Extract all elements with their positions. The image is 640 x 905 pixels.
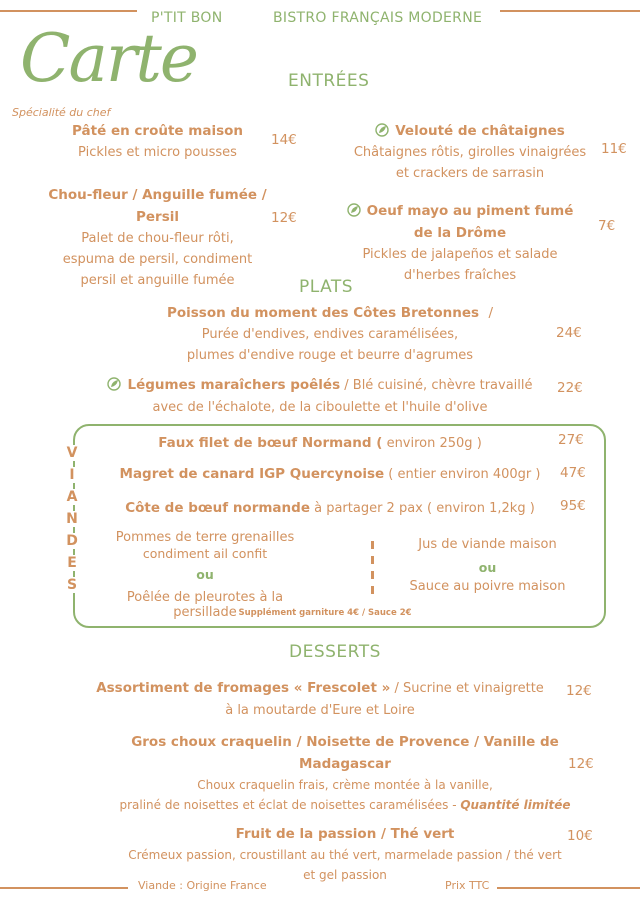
chef-special-note: Spécialité du chef xyxy=(12,106,111,119)
viandes-letter: E xyxy=(62,555,82,571)
dish-price: 10€ xyxy=(567,828,593,844)
brand-name: P'TIT BON xyxy=(151,10,223,26)
entree-oeuf-mayo xyxy=(330,200,590,286)
viandes-letter: A xyxy=(62,489,82,505)
sauce-option: Sauce au poivre maison xyxy=(409,579,566,594)
dish-description: Purée d'endives, endives caramélisées, xyxy=(201,327,459,342)
divider-bar xyxy=(371,541,374,549)
dish-description: et gel passion xyxy=(303,868,387,882)
divider-bar xyxy=(371,556,374,564)
leaf-icon xyxy=(347,203,361,217)
footer-rule-left xyxy=(0,887,128,889)
viandes-letter: D xyxy=(62,533,82,549)
dish-price: 95€ xyxy=(560,498,586,514)
viande-cote-boeuf xyxy=(100,496,560,520)
dish-price: 12€ xyxy=(566,683,592,699)
dish-price: 27€ xyxy=(558,432,584,448)
dish-title: Fruit de la passion / Thé vert xyxy=(235,826,455,842)
dish-title: Magret de canard IGP Quercynoise xyxy=(119,466,385,482)
dish-description: d'herbes fraîches xyxy=(403,268,517,283)
dish-description: avec de l'échalote, de la ciboulette et l'huile d'olive xyxy=(152,400,488,415)
dish-description: Châtaignes rôtis, girolles vinaigrées xyxy=(353,145,587,160)
dish-price: 24€ xyxy=(556,325,582,341)
dish-description: espuma de persil, condiment xyxy=(62,252,253,267)
dish-title: Pâté en croûte maison xyxy=(72,123,243,139)
dish-description-row xyxy=(100,795,590,815)
dish-description: Pickles de jalapeños et salade xyxy=(362,247,558,262)
dish-price: 12€ xyxy=(271,210,297,226)
dish-title-row xyxy=(330,200,590,222)
dish-title: de la Drôme xyxy=(413,225,507,241)
dish-title: Oeuf mayo au piment fumé xyxy=(366,203,574,219)
dish-title: Faux filet de bœuf Normand ( xyxy=(158,435,383,451)
dish-detail: environ 250g ) xyxy=(382,436,482,451)
sauce-or: ou xyxy=(478,560,497,575)
dish-title: Gros choux craquelin / Noisette de Provence / Vanille de xyxy=(131,734,559,750)
dish-detail: ( entier environ 400gr ) xyxy=(384,467,541,482)
garnish-option: Poêlée de pleurotes à la persillade xyxy=(126,590,284,620)
dish-description: Palet de chou-fleur rôti, xyxy=(81,231,234,246)
garnish-left xyxy=(95,530,315,620)
section-plats: PLATS xyxy=(299,277,354,297)
dish-title: Persil xyxy=(136,209,179,225)
dish-description: Pickles et micro pousses xyxy=(78,145,237,160)
dish-price: 11€ xyxy=(601,141,627,157)
dish-price: 7€ xyxy=(598,218,616,234)
viandes-letter: S xyxy=(62,577,82,593)
header-rule-left xyxy=(0,10,137,12)
supplement-note: Supplément garniture 4€ / Sauce 2€ xyxy=(238,608,412,618)
dish-separator: / xyxy=(488,305,494,321)
dish-description: et crackers de sarrasin xyxy=(395,166,545,181)
viandes-letter: V xyxy=(62,445,82,461)
dish-description: Choux craquelin frais, crème montée à la vanille, xyxy=(197,778,493,792)
section-desserts: DESSERTS xyxy=(289,642,381,662)
limited-quantity-note: Quantité limitée xyxy=(460,798,571,812)
dish-description: persil et anguille fumée xyxy=(80,273,235,288)
viande-faux-filet xyxy=(100,431,540,455)
leaf-icon xyxy=(375,123,389,137)
dish-price: 22€ xyxy=(557,380,583,396)
viande-magret xyxy=(100,462,560,486)
dish-price: 47€ xyxy=(560,465,586,481)
dessert-choux xyxy=(100,731,590,815)
sauce-option: Jus de viande maison xyxy=(418,537,557,552)
dish-description: / Blé cuisiné, chèvre travaillé xyxy=(344,378,533,393)
dish-price: 14€ xyxy=(271,132,297,148)
plat-legumes xyxy=(85,374,555,418)
prices-note: Prix TTC xyxy=(445,879,490,892)
plat-poisson xyxy=(140,302,520,366)
leaf-icon xyxy=(107,377,121,391)
dish-description: plumes d'endive rouge et beurre d'agrumes xyxy=(186,348,474,363)
entree-chou-fleur xyxy=(40,184,275,291)
dish-price: 12€ xyxy=(568,756,594,772)
dish-title: Côte de bœuf normande xyxy=(125,500,310,516)
entree-veloute xyxy=(340,120,600,184)
dish-description: Crémeux passion, croustillant au thé vert, marmelade passion / thé vert xyxy=(128,848,562,862)
dish-title-row xyxy=(140,302,520,324)
viandes-letter: I xyxy=(62,467,82,483)
dessert-fromages xyxy=(85,677,555,721)
dish-title: Chou-fleur / Anguille fumée / xyxy=(48,187,267,203)
entree-pate xyxy=(40,120,275,163)
brand-tagline: BISTRO FRANÇAIS MODERNE xyxy=(273,10,483,26)
garnish-option: condiment ail confit xyxy=(142,546,268,561)
dessert-passion xyxy=(105,823,585,885)
carte-logo: Carte xyxy=(20,20,197,97)
divider-bar xyxy=(371,586,374,594)
dish-title-row xyxy=(85,677,555,700)
header-rule-right xyxy=(500,10,640,12)
garnish-option: Pommes de terre grenailles xyxy=(115,530,295,545)
dish-title: Légumes maraîchers poêlés xyxy=(127,377,341,393)
dish-title-row xyxy=(85,374,555,397)
dish-title: Assortiment de fromages « Frescolet » xyxy=(96,680,391,696)
sauce-options xyxy=(390,537,585,594)
dish-description: à la moutarde d'Eure et Loire xyxy=(225,703,415,718)
dish-title: Madagascar xyxy=(299,756,391,772)
garnish-or: ou xyxy=(196,567,214,582)
dish-description: praliné de noisettes et éclat de noisettes caramélisées - xyxy=(119,798,461,812)
dish-title: Poisson du moment des Côtes Bretonnes xyxy=(166,305,480,321)
dish-title-row xyxy=(340,120,600,142)
divider-bar xyxy=(371,571,374,579)
dish-description: / Sucrine et vinaigrette xyxy=(390,681,544,696)
viandes-letter: N xyxy=(62,511,82,527)
dish-title: Velouté de châtaignes xyxy=(395,123,565,139)
dish-detail: à partager 2 pax ( environ 1,2kg ) xyxy=(309,501,535,516)
footer-rule-right xyxy=(497,887,640,889)
meat-origin-note: Viande : Origine France xyxy=(138,879,267,892)
section-entrees: ENTRÉES xyxy=(288,71,370,91)
